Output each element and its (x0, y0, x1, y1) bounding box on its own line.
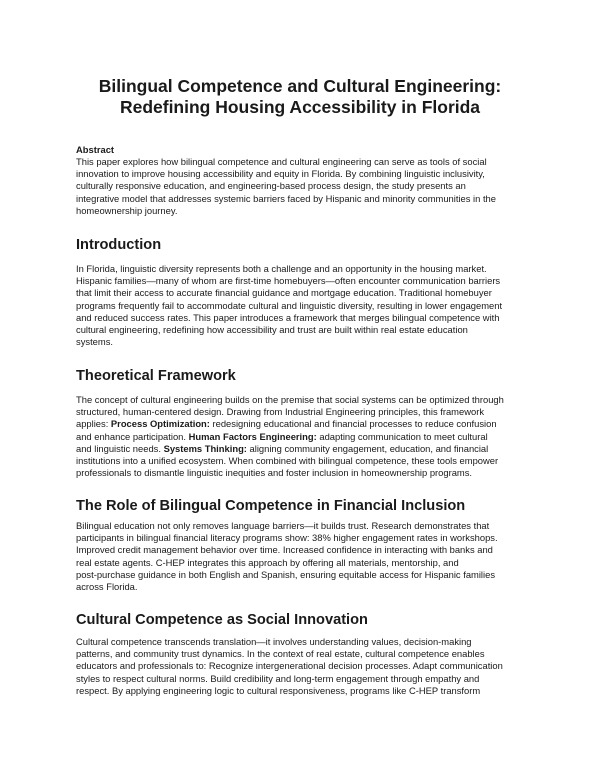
text-line: post-purchase guidance in both English and Spanish, ensuring equitable access for Hispanic families (76, 568, 496, 580)
text-line: real estate agents. C-HEP integrates this approach by offering all materials, mentorship, and (76, 556, 459, 568)
cultural-competence-heading: Cultural Competence as Social Innovation (76, 612, 368, 628)
introduction-paragraph (76, 263, 534, 348)
abstract-heading: Abstract (76, 144, 115, 155)
text-line: In Florida, linguistic diversity represents both a challenge and an opportunity in the housing market. (76, 263, 487, 274)
introduction-heading: Introduction (76, 237, 162, 253)
text-line (76, 418, 534, 430)
text-line: This paper explores how bilingual competence and cultural engineering can serve as tools of social (76, 156, 487, 167)
human-factors-term: Human Factors Engineering: (188, 430, 317, 442)
cultural-competence-paragraph (76, 636, 534, 697)
text-run: applies: (76, 418, 111, 430)
text-line: Cultural competence transcends translation—it involves understanding values, decision-making (76, 636, 472, 647)
text-run: aligning community engagement, education, and financial (246, 442, 489, 454)
text-line: systems. (76, 336, 113, 348)
text-line: innovation to improve housing accessibility and equity in Florida. By combining linguistic inclusivity, (76, 168, 485, 180)
text-line: patterns, and community trust dynamics. In the context of real estate, cultural competence enables (76, 648, 485, 660)
theoretical-framework-heading: Theoretical Framework (76, 368, 236, 384)
text-run: adapting communication to meet cultural (316, 430, 488, 442)
text-line: participants in bilingual financial literacy programs show: 38% higher engagement rates in workshops. (76, 532, 498, 544)
text-line: styles to respect cultural norms. Build credibility and long-term engagement through empathy and (76, 672, 480, 684)
text-run: and linguistic needs. (76, 442, 164, 454)
process-optimization-term: Process Optimization: (110, 418, 210, 430)
text-line: across Florida. (76, 581, 138, 593)
text-line: respect. By applying engineering logic to cultural responsiveness, programs like C-HEP transform (76, 684, 481, 696)
text-line: cultural engineering, redefining how accessibility and trust are built within real estate education (76, 324, 468, 336)
bilingual-competence-paragraph (76, 520, 534, 593)
text-line: integrative model that addresses systemic barriers faced by Hispanic and minority communities in the (76, 192, 496, 204)
bilingual-competence-heading: The Role of Bilingual Competence in Financial Inclusion (76, 498, 466, 514)
paper-title (60, 76, 540, 118)
text-line: Improved credit management behavior over time. Increased confidence in interacting with banks and (76, 544, 493, 556)
text-line: programs frequently fail to accommodate cultural and linguistic diversity, resulting in lower engagement (76, 299, 503, 311)
systems-thinking-term: Systems Thinking: (163, 442, 247, 454)
text-line (76, 443, 534, 455)
title-line-2: Redefining Housing Accessibility in Florida (119, 97, 481, 117)
text-line (76, 431, 534, 443)
text-line: homeownership journey. (76, 204, 178, 216)
text-line: professionals to dismantle linguistic inequities and foster inclusion in homeownership programs. (76, 467, 473, 479)
text-line: and reduced success rates. This paper introduces a framework that merges bilingual competence with (76, 311, 500, 323)
text-line: that limit their access to accurate financial guidance and mortgage education. Traditional homebuyer (76, 287, 492, 299)
text-line: Bilingual education not only removes language barriers—it builds trust. Research demonstrates that (76, 520, 490, 531)
title-line-1: Bilingual Competence and Cultural Engineering: (98, 76, 502, 96)
text-line: structured, human-centered design. Drawing from Industrial Engineering principles, this framework (76, 406, 485, 418)
text-line: The concept of cultural engineering builds on the premise that social systems can be optimized through (76, 394, 504, 405)
text-line: institutions into a unified ecosystem. When combined with bilingual competence, these tools empower (76, 455, 499, 467)
abstract-paragraph (76, 156, 534, 217)
text-run: and enhance participation. (76, 430, 189, 442)
text-line: educators and professionals to: Recognize intergenerational decision processes. Adapt communication (76, 660, 503, 672)
text-line: culturally responsive education, and engineering-based process design, the study presents an (76, 180, 466, 192)
text-line: Hispanic families—many of whom are first-time homebuyers—often encounter communication barriers (76, 275, 501, 287)
theoretical-framework-paragraph (76, 394, 534, 479)
text-run: redesigning educational and financial processes to reduce confusion (209, 418, 497, 430)
